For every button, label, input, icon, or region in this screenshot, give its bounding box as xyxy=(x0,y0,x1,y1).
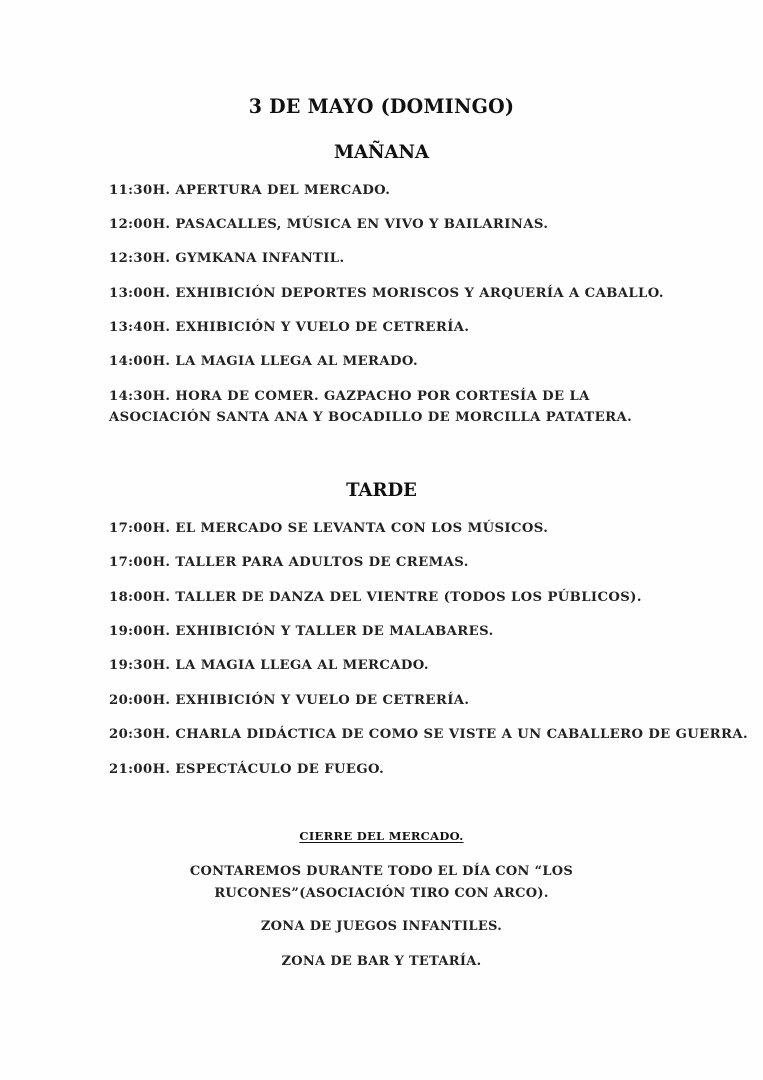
schedule-item: 13:40H. EXHIBICIÓN Y VUELO DE CETRERÍA. xyxy=(109,320,470,335)
page-title: 3 DE MAYO (DOMINGO) xyxy=(248,94,515,118)
schedule-item: 17:00H. EL MERCADO SE LEVANTA CON LOS MÚSICOS. xyxy=(109,521,549,536)
schedule-item: 19:30H. LA MAGIA LLEGA AL MERCADO. xyxy=(109,658,429,673)
closing-note: CIERRE DEL MERCADO. xyxy=(299,829,464,843)
schedule-item: 17:00H. TALLER PARA ADULTOS DE CREMAS. xyxy=(109,555,469,570)
schedule-item: 19:00H. EXHIBICIÓN Y TALLER DE MALABARES. xyxy=(109,624,494,639)
footer-note: ZONA DE JUEGOS INFANTILES. xyxy=(260,919,503,934)
schedule-item: 20:00H. EXHIBICIÓN Y VUELO DE CETRERÍA. xyxy=(109,693,470,708)
schedule-item: 12:30H. GYMKANA INFANTIL. xyxy=(109,251,345,266)
section-heading-manana: MAÑANA xyxy=(334,141,429,163)
footer-note: ZONA DE BAR Y TETARÍA. xyxy=(281,954,482,969)
schedule-item: 13:00H. EXHIBICIÓN DEPORTES MORISCOS Y ARQUERÍA A CABALLO. xyxy=(109,286,664,301)
schedule-item: 14:30H. HORA DE COMER. GAZPACHO POR CORTESÍA DE LA ASOCIACIÓN SANTA ANA Y BOCADILLO DE MORCILLA PATATERA. xyxy=(109,389,633,425)
schedule-item: 14:00H. LA MAGIA LLEGA AL MERADO. xyxy=(109,354,418,369)
section-heading-tarde: TARDE xyxy=(346,479,417,501)
schedule-item: 20:30H. CHARLA DIDÁCTICA DE COMO SE VISTE A UN CABALLERO DE GUERRA. xyxy=(109,727,748,742)
schedule-item: 18:00H. TALLER DE DANZA DEL VIENTRE (TODOS LOS PÚBLICOS). xyxy=(109,590,642,605)
footer-note: CONTAREMOS DURANTE TODO EL DÍA CON “LOS RUCONES”(ASOCIACIÓN TIRO CON ARCO). xyxy=(189,864,574,901)
schedule-item: 12:00H. PASACALLES, MÚSICA EN VIVO Y BAILARINAS. xyxy=(109,217,549,232)
schedule-item: 21:00H. ESPECTÁCULO DE FUEGO. xyxy=(109,762,385,777)
schedule-item: 11:30H. APERTURA DEL MERCADO. xyxy=(109,183,391,198)
